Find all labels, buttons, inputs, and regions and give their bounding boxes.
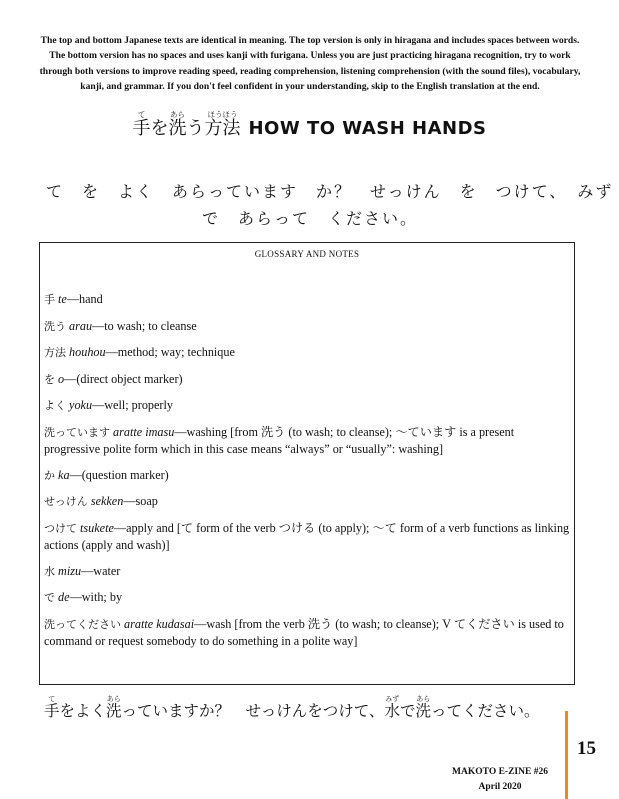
page-number: 15	[577, 738, 596, 759]
glossary-header: GLOSSARY AND NOTES	[254, 249, 360, 259]
glossary-entry: で de—with; by	[44, 590, 123, 604]
hiragana-line-2: で あらって ください。	[201, 209, 418, 228]
title-english: HOW TO WASH HANDS	[248, 118, 487, 139]
glossary-entry: せっけん sekken—soap	[44, 494, 158, 508]
glossary-entry: 洗っています aratte imasu—washing [from 洗う (to wash; to cleanse); ～ています is a present progressive polite form which in this case means “always” or “usually”: washing]	[44, 424, 515, 456]
glossary-entry: を o—(direct object marker)	[44, 371, 183, 386]
glossary-entry: つけて tsukete—apply and [て form of the verb つける (to apply); ～て form of a verb functions as linking actions (apply and wash)]	[44, 520, 570, 552]
accent-bar	[565, 711, 568, 799]
zine-name: MAKOTO E-ZINE #26	[452, 767, 548, 777]
issue-date: April 2020	[478, 782, 522, 792]
kanji-text: 手てをよく洗あらっていますか？ せっけんをつけて、水みずで洗あらってください。	[44, 695, 540, 720]
title-japanese: 手てを洗あらう方法ほうほう	[132, 110, 241, 139]
glossary-entry: 手 te—hand	[44, 292, 103, 306]
page-title	[0, 110, 619, 140]
glossary-entry: 洗ってください aratte kudasai—wash [from the verb 洗う (to wash; to cleanse); V てください is used to command or request somebody to do something in a polite way]	[44, 616, 564, 648]
hiragana-line-1: て を よく あらっています か？ せっけん を つけて、 みず	[46, 182, 614, 201]
hiragana-text	[34, 178, 614, 232]
glossary-entry: 水 mizu—water	[44, 563, 121, 578]
glossary-box	[39, 242, 575, 685]
glossary-entry: 方法 houhou—method; way; technique	[44, 345, 235, 359]
intro-paragraph: The top and bottom Japanese texts are identical in meaning. The top version is only in hiragana and includes spaces between words. The bottom version has no spaces and uses kanji with furigana. Unless you are just practicing hiragana recognition, try to work through both versions to improve reading speed, reading comprehension, listening comprehension (with the sound files), vocabulary, kanji, and grammar. If you don't feel confident in your understanding, skip to the English translation at the end.	[39, 35, 581, 93]
glossary-list	[44, 291, 570, 659]
glossary-entry: よく yoku—well; properly	[44, 398, 173, 412]
glossary-entry: 洗う arau—to wash; to cleanse	[44, 318, 197, 333]
glossary-entry: か ka—(question marker)	[44, 467, 169, 482]
